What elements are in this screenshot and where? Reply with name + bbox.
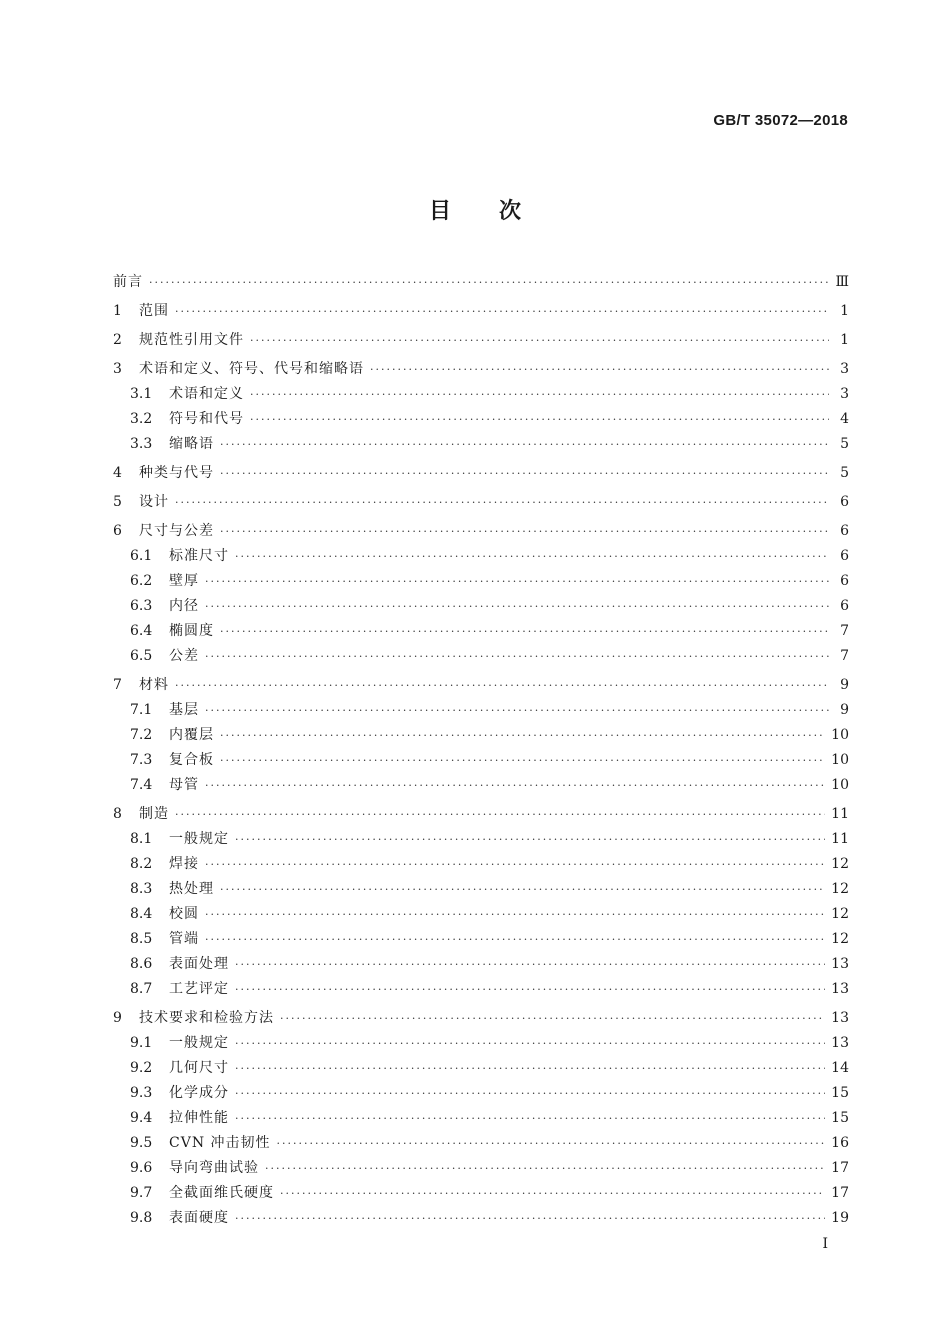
toc-entry-page: 12 (831, 906, 849, 922)
toc-entry-number: 8.3 (130, 881, 153, 897)
toc-entry[interactable] (113, 644, 849, 669)
toc-entry[interactable] (113, 432, 849, 457)
toc-entry-label: 拉伸性能 (169, 1110, 229, 1126)
toc-entry[interactable] (113, 773, 849, 798)
toc-leader-dots (250, 382, 829, 407)
toc-leader-dots (235, 1081, 825, 1106)
toc-entry[interactable] (113, 1156, 849, 1181)
toc-entry[interactable] (113, 299, 849, 324)
toc-entry-label: 焊接 (169, 856, 199, 872)
toc-entry-page: 9 (840, 702, 849, 718)
toc-entry[interactable] (113, 1106, 849, 1131)
toc-entry-label: 范围 (139, 303, 169, 319)
toc-entry-label: 内覆层 (169, 727, 214, 743)
toc-entry[interactable] (113, 544, 849, 569)
toc-entry-number: 6.5 (130, 648, 153, 664)
toc-leader-dots (220, 619, 829, 644)
toc-entry-number: 7.2 (130, 727, 153, 743)
toc-entry-label: 导向弯曲试验 (169, 1160, 259, 1176)
toc-entry[interactable] (113, 698, 849, 723)
toc-entry-number: 9.4 (130, 1110, 153, 1126)
toc-entry[interactable] (113, 328, 849, 353)
toc-entry-page: 7 (840, 623, 849, 639)
standard-code: GB/T 35072—2018 (713, 112, 848, 129)
toc-entry-page: 12 (831, 881, 849, 897)
toc-entry-number: 9.6 (130, 1160, 153, 1176)
toc-leader-dots (250, 407, 829, 432)
toc-leader-dots (235, 544, 829, 569)
toc-leader-dots (175, 673, 829, 698)
toc-entry-page: Ⅲ (835, 274, 849, 290)
toc-entry-number: 9.5 (130, 1135, 153, 1151)
toc-entry-label: 尺寸与公差 (139, 523, 214, 539)
toc-entry[interactable] (113, 594, 849, 619)
toc-leader-dots (280, 1181, 825, 1206)
toc-entry-number: 3 (113, 361, 122, 377)
toc-entry-label: 壁厚 (169, 573, 199, 589)
toc-entry-label: 全截面维氏硬度 (169, 1185, 274, 1201)
toc-entry-number: 3.2 (130, 411, 153, 427)
toc-entry-label: 几何尺寸 (169, 1060, 229, 1076)
toc-entry-label: 母管 (169, 777, 199, 793)
toc-entry-number: 8.5 (130, 931, 153, 947)
toc-entry[interactable] (113, 1056, 849, 1081)
toc-leader-dots (235, 1056, 825, 1081)
toc-entry-number: 6 (113, 523, 122, 539)
toc-entry-label: 校圆 (169, 906, 199, 922)
toc-entry-page: 4 (840, 411, 849, 427)
toc-entry-number: 8.1 (130, 831, 153, 847)
toc-entry-page: 17 (831, 1185, 849, 1201)
page-number: I (822, 1236, 828, 1252)
toc-entry-page: 1 (840, 332, 849, 348)
toc-entry-number: 8.4 (130, 906, 153, 922)
toc-entry-page: 6 (840, 598, 849, 614)
toc-leader-dots (175, 299, 829, 324)
toc-entry[interactable] (113, 407, 849, 432)
toc-entry[interactable] (113, 490, 849, 515)
toc-entry-number: 7.1 (130, 702, 153, 718)
toc-entry-label: 规范性引用文件 (139, 332, 244, 348)
toc-entry[interactable] (113, 952, 849, 977)
toc-entry-label: 一般规定 (169, 831, 229, 847)
toc-leader-dots (220, 723, 825, 748)
toc-entry-number: 9 (113, 1010, 122, 1026)
toc-entry[interactable] (113, 802, 849, 827)
toc-entry-number: 9.3 (130, 1085, 153, 1101)
toc-entry[interactable] (113, 877, 849, 902)
toc-entry-label: 种类与代号 (139, 465, 214, 481)
toc-entry-page: 13 (831, 1035, 849, 1051)
toc-leader-dots (235, 827, 825, 852)
toc-leader-dots (235, 952, 825, 977)
toc-leader-dots (220, 461, 829, 486)
toc-entry[interactable] (113, 827, 849, 852)
toc-entry-page: 11 (831, 806, 849, 822)
toc-entry-label: 前言 (113, 274, 143, 290)
toc-leader-dots (205, 698, 829, 723)
toc-entry-page: 3 (840, 386, 849, 402)
toc-entry-number: 9.7 (130, 1185, 153, 1201)
toc-entry[interactable] (113, 1131, 849, 1156)
toc-entry[interactable] (113, 673, 849, 698)
toc-entry-page: 6 (840, 573, 849, 589)
toc-entry-number: 9.1 (130, 1035, 153, 1051)
toc-entry[interactable] (113, 852, 849, 877)
toc-leader-dots (175, 802, 825, 827)
toc-entry[interactable] (113, 902, 849, 927)
toc-leader-dots (205, 773, 825, 798)
toc-leader-dots (220, 432, 829, 457)
toc-entry-number: 3.1 (130, 386, 153, 402)
toc-entry-page: 10 (831, 727, 849, 743)
toc-entry-label: 术语和定义、符号、代号和缩略语 (139, 361, 364, 377)
toc-leader-dots (235, 1206, 825, 1231)
toc-entry-page: 12 (831, 856, 849, 872)
toc-entry-page: 10 (831, 752, 849, 768)
toc-entry[interactable] (113, 619, 849, 644)
table-of-contents (113, 270, 849, 1231)
toc-entry-page: 13 (831, 1010, 849, 1026)
toc-entry-number: 2 (113, 332, 122, 348)
toc-entry-label: 一般规定 (169, 1035, 229, 1051)
toc-entry-page: 3 (840, 361, 849, 377)
toc-entry-page: 5 (840, 436, 849, 452)
toc-leader-dots (220, 877, 825, 902)
toc-entry[interactable] (113, 723, 849, 748)
toc-entry-number: 5 (113, 494, 122, 510)
toc-entry[interactable] (113, 1031, 849, 1056)
toc-entry-number: 9.2 (130, 1060, 153, 1076)
toc-entry-label: 管端 (169, 931, 199, 947)
toc-leader-dots (205, 852, 825, 877)
toc-entry-number: 7.3 (130, 752, 153, 768)
toc-entry-page: 10 (831, 777, 849, 793)
toc-entry-number: 6.2 (130, 573, 153, 589)
toc-leader-dots (250, 328, 829, 353)
toc-leader-dots (220, 748, 825, 773)
toc-entry-label: 设计 (139, 494, 169, 510)
toc-entry[interactable] (113, 927, 849, 952)
toc-entry-label: 基层 (169, 702, 199, 718)
toc-entry-number: 8 (113, 806, 122, 822)
page-title: 目次 (428, 198, 569, 224)
toc-entry-label: 内径 (169, 598, 199, 614)
toc-entry-number: 9.8 (130, 1210, 153, 1226)
toc-entry[interactable] (113, 748, 849, 773)
toc-entry[interactable] (113, 461, 849, 486)
toc-entry[interactable] (113, 1181, 849, 1206)
toc-entry[interactable] (113, 1006, 849, 1031)
toc-entry[interactable] (113, 1081, 849, 1106)
toc-entry-number: 6.1 (130, 548, 153, 564)
toc-leader-dots (220, 519, 829, 544)
toc-entry-page: 19 (831, 1210, 849, 1226)
toc-entry-page: 15 (831, 1085, 849, 1101)
toc-entry-number: 8.2 (130, 856, 153, 872)
toc-entry-label: 术语和定义 (169, 386, 244, 402)
toc-leader-dots (205, 569, 829, 594)
toc-leader-dots (235, 977, 825, 1002)
toc-entry[interactable] (113, 357, 849, 382)
toc-entry-page: 16 (831, 1135, 849, 1151)
toc-leader-dots (235, 1106, 825, 1131)
toc-entry[interactable] (113, 977, 849, 1002)
toc-entry[interactable] (113, 382, 849, 407)
toc-entry-page: 13 (831, 981, 849, 997)
toc-entry-number: 8.6 (130, 956, 153, 972)
toc-entry[interactable] (113, 569, 849, 594)
toc-entry-page: 12 (831, 931, 849, 947)
toc-entry[interactable] (113, 270, 849, 295)
toc-entry-label: 缩略语 (169, 436, 214, 452)
toc-leader-dots (277, 1131, 826, 1156)
toc-entry-page: 1 (840, 303, 849, 319)
toc-entry-page: 15 (831, 1110, 849, 1126)
toc-entry-page: 6 (840, 548, 849, 564)
toc-entry-page: 14 (831, 1060, 849, 1076)
toc-entry-number: 8.7 (130, 981, 153, 997)
toc-entry-label: 技术要求和检验方法 (139, 1010, 274, 1026)
toc-entry-label: 椭圆度 (169, 623, 214, 639)
toc-entry-page: 17 (831, 1160, 849, 1176)
toc-entry-page: 11 (831, 831, 849, 847)
toc-entry-number: 3.3 (130, 436, 153, 452)
toc-entry-label: 标准尺寸 (169, 548, 229, 564)
toc-entry-page: 9 (840, 677, 849, 693)
toc-entry[interactable] (113, 1206, 849, 1231)
toc-entry-label: 材料 (139, 677, 169, 693)
toc-entry-page: 6 (840, 523, 849, 539)
toc-leader-dots (205, 927, 825, 952)
toc-entry-label: 表面硬度 (169, 1210, 229, 1226)
toc-leader-dots (280, 1006, 825, 1031)
toc-entry-label: 化学成分 (169, 1085, 229, 1101)
toc-leader-dots (205, 594, 829, 619)
toc-entry-label: 符号和代号 (169, 411, 244, 427)
toc-leader-dots (149, 270, 829, 295)
toc-entry-number: 1 (113, 303, 122, 319)
toc-leader-dots (235, 1031, 825, 1056)
toc-entry-number: 6.3 (130, 598, 153, 614)
toc-entry-number: 4 (113, 465, 122, 481)
toc-entry-number: 6.4 (130, 623, 153, 639)
toc-entry-number: 7.4 (130, 777, 153, 793)
toc-leader-dots (205, 902, 825, 927)
toc-entry-label: 制造 (139, 806, 169, 822)
toc-entry[interactable] (113, 519, 849, 544)
toc-entry-page: 7 (840, 648, 849, 664)
toc-leader-dots (205, 644, 829, 669)
toc-entry-number: 7 (113, 677, 122, 693)
toc-entry-page: 6 (840, 494, 849, 510)
toc-entry-label: 工艺评定 (169, 981, 229, 997)
toc-entry-page: 5 (840, 465, 849, 481)
toc-leader-dots (265, 1156, 825, 1181)
toc-entry-label: 复合板 (169, 752, 214, 768)
toc-entry-label: CVN 冲击韧性 (169, 1135, 271, 1151)
toc-entry-label: 公差 (169, 648, 199, 664)
toc-leader-dots (175, 490, 829, 515)
toc-leader-dots (370, 357, 829, 382)
toc-entry-label: 表面处理 (169, 956, 229, 972)
toc-entry-label: 热处理 (169, 881, 214, 897)
toc-entry-page: 13 (831, 956, 849, 972)
